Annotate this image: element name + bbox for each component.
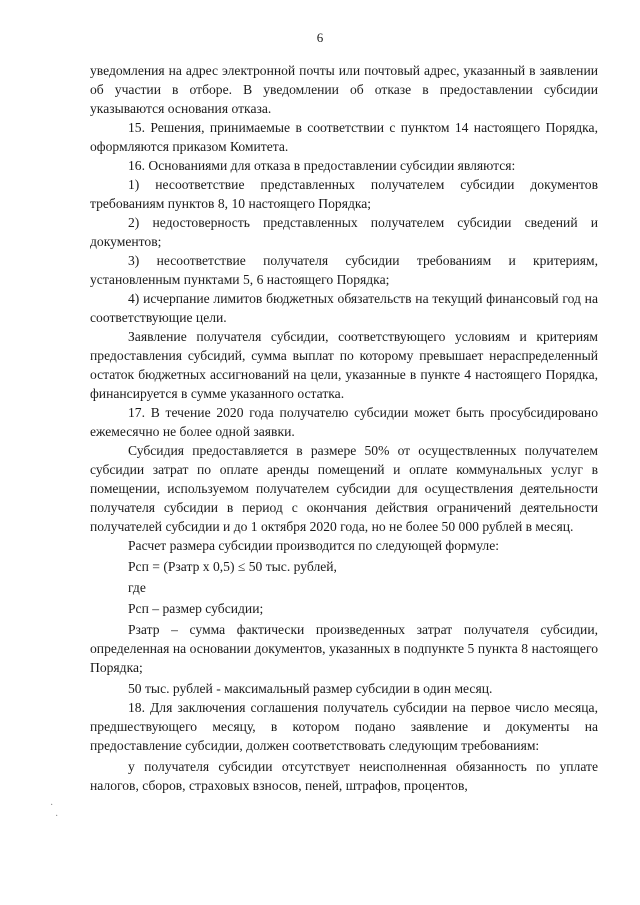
paragraph: 17. В течение 2020 года получателю субсидии может быть просубсидировано ежемесячно не более одной заявки.: [90, 405, 598, 439]
paragraph: у получателя субсидии отсутствует неисполненная обязанность по уплате налогов, сборов, страховых взносов, пеней, штрафов, процентов,: [90, 759, 598, 793]
paragraph: 4) исчерпание лимитов бюджетных обязательств на текущий финансовый год на соответствующие цели.: [90, 291, 598, 325]
paragraph: 18. Для заключения соглашения получатель субсидии на первое число месяца, предшествующего месяцу, в котором подано заявление и документы на предоставление субсидии, должен соответствовать следующим требованиям:: [90, 700, 598, 753]
formula-line: где: [128, 580, 146, 595]
paragraph: 2) недостоверность представленных получателем субсидии сведений и документов;: [90, 215, 598, 249]
paragraph: 3) несоответствие получателя субсидии требованиям и критериям, установленным пунктами 5, 6 настоящего Порядка;: [90, 253, 598, 287]
document-body: [90, 61, 598, 795]
paragraph: 16. Основаниями для отказа в предоставлении субсидии являются:: [128, 158, 516, 173]
formula-line: Рсп = (Рзатр х 0,5) ≤ 50 тыс. рублей,: [128, 559, 337, 574]
paragraph: Рзатр – сумма фактически произведенных затрат получателя субсидии, определенная на основании документов, указанных в подпункте 5 пункта 8 настоящего Порядка;: [90, 622, 598, 675]
paragraph: 50 тыс. рублей - максимальный размер субсидии в один месяц.: [128, 681, 493, 696]
paragraph: Расчет размера субсидии производится по следующей формуле:: [128, 538, 499, 553]
formula-line: Рсп – размер субсидии;: [128, 601, 264, 616]
paragraph: 15. Решения, принимаемые в соответствии с пунктом 14 настоящего Порядка, оформляются приказом Комитета.: [90, 120, 598, 154]
paragraph: Субсидия предоставляется в размере 50% от осуществленных получателем субсидии затрат по оплате аренды помещений и оплате коммунальных услуг в помещении, используемом получателем субсидии для осуществления деятельности получателя субсидии в период с окончания действия ограничений деятельности получателей субсидии и до 1 октября 2020 года, но не более 50 000 рублей в месяц.: [90, 443, 598, 534]
scan-marks: · ·: [50, 800, 59, 822]
paragraph: уведомления на адрес электронной почты или почтовый адрес, указанный в заявлении об участии в отборе. В уведомлении об отказе в предоставлении субсидии указываются основания отказа.: [90, 63, 598, 116]
paragraph: 1) несоответствие представленных получателем субсидии документов требованиям пунктов 8, 10 настоящего Порядка;: [90, 177, 598, 211]
page-number: 6: [316, 30, 324, 45]
paragraph: Заявление получателя субсидии, соответствующего условиям и критериям предоставления субсидий, сумма выплат по которому превышает нераспределенный остаток бюджетных ассигнований на цели, указанные в пункте 4 настоящего Порядка, финансируется в сумме указанного остатка.: [90, 329, 598, 401]
